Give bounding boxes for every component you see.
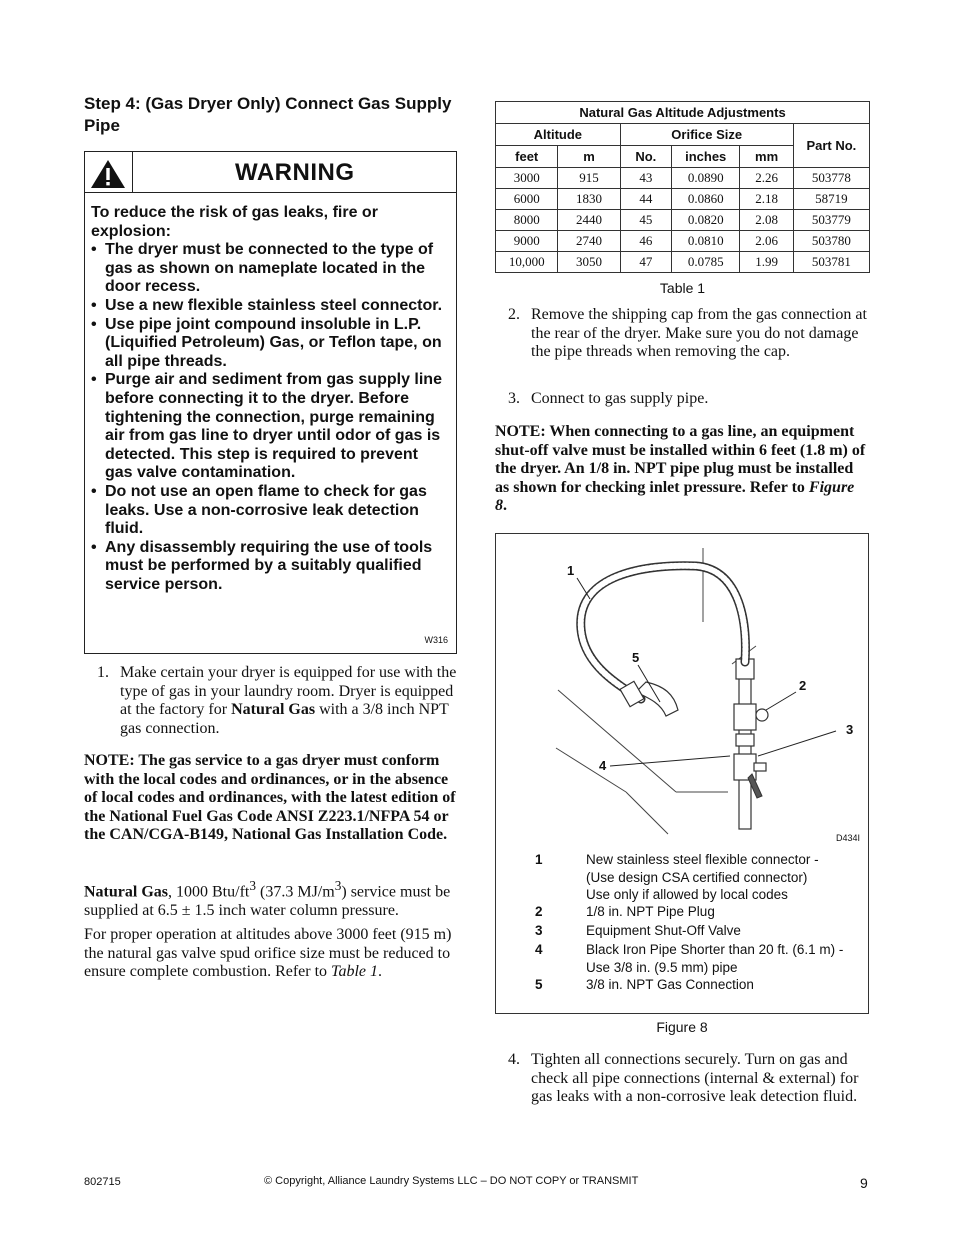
table-cell: 0.0810 [671, 231, 739, 252]
text-part: . [378, 963, 383, 981]
step-number: 1. [97, 664, 109, 681]
table-cell: 0.0785 [671, 252, 739, 273]
table-row [496, 210, 870, 231]
table-cell: 0.0890 [671, 168, 739, 189]
legend-number: 4 [535, 942, 543, 957]
table-cell: 503781 [793, 252, 869, 273]
legend-item [496, 922, 868, 940]
superscript: 3 [334, 878, 342, 893]
footer-copyright: © Copyright, Alliance Laundry Systems LLC – DO NOT COPY or TRANSMIT [264, 1175, 639, 1187]
table-cell: 1830 [558, 189, 620, 210]
table-cell: 47 [620, 252, 671, 273]
table-cell: 2.26 [740, 168, 793, 189]
figure-code: D434I [836, 833, 861, 843]
legend-line: New stainless steel flexible connector - [586, 852, 819, 867]
step-text: Remove the shipping cap from the gas connection at the rear of the dryer. Make sure you do not damage the pipe threads when removing the cap. [531, 306, 867, 361]
table-header: mm [740, 146, 793, 168]
figure-reference-link[interactable]: Figure 8 [495, 478, 855, 515]
table-cell: 0.0820 [671, 210, 739, 231]
table-group-orifice: Orifice Size [620, 124, 793, 146]
note-gas-service: NOTE: The gas service to a gas dryer must conform with the local codes and ordinances, or in the absence of local codes and ordinances, with the latest edition of the National Fuel Gas Code ANSI Z223.1/NFPA 54 or the CAN/CGA-B149, National Gas Installation Code. [84, 752, 456, 844]
warning-code: W316 [424, 635, 448, 645]
warning-item: • Purge air and sediment from gas supply line before connecting it to the dryer. Before tightening the connection, purge remaining air from gas line to dryer until odor of gas is detected. This step is required to prevent gas valve contamination. [91, 371, 449, 483]
table-title: Natural Gas Altitude Adjustments [496, 102, 870, 124]
text-part: . [503, 497, 507, 515]
warning-item: • Use a new flexible stainless steel connector. [91, 297, 449, 316]
table-cell: 2440 [558, 210, 620, 231]
table-cell: 8000 [496, 210, 558, 231]
step-number: 2. [508, 306, 520, 323]
legend-item [496, 976, 868, 994]
table-cell: 44 [620, 189, 671, 210]
warning-title: WARNING [235, 159, 355, 186]
altitude-paragraph [84, 926, 458, 982]
step-number: 3. [508, 390, 520, 407]
table-cell: 503780 [793, 231, 869, 252]
table-cell: 2740 [558, 231, 620, 252]
step-text [120, 664, 457, 738]
callout-5: 5 [632, 650, 640, 665]
table-cell: 6000 [496, 189, 558, 210]
legend-text [586, 851, 861, 904]
gas-connection-illustration [496, 534, 868, 849]
table-cell: 1.99 [740, 252, 793, 273]
warning-item: • Use pipe joint compound insoluble in L.P. (Liquified Petroleum) Gas, or Teflon tape, on all pipe threads. [91, 316, 449, 372]
legend-line: Use 3/8 in. (9.5 mm) pipe [586, 959, 738, 975]
table-cell: 2.18 [740, 189, 793, 210]
warning-item: • Any disassembly requiring the use of tools must be performed by a suitably qualified service person. [91, 539, 449, 595]
superscript: 3 [249, 878, 257, 893]
legend-item [496, 941, 868, 977]
callout-4: 4 [599, 758, 607, 773]
callout-2: 2 [799, 678, 807, 693]
table-header: inches [671, 146, 739, 168]
warning-intro: To reduce the risk of gas leaks, fire or explosion: [91, 204, 378, 240]
table-cell: 43 [620, 168, 671, 189]
table-cell: 915 [558, 168, 620, 189]
legend-text: 3/8 in. NPT Gas Connection [586, 977, 754, 992]
table-header: No. [620, 146, 671, 168]
table-header: feet [496, 146, 558, 168]
legend-item [496, 903, 868, 921]
table-group-altitude: Altitude [496, 124, 621, 146]
table-cell: 9000 [496, 231, 558, 252]
legend-number: 3 [535, 923, 543, 938]
step-text: Tighten all connections securely. Turn on gas and check all pipe connections (internal & external) for gas leaks with a non-corrosive leak detection fluid. [531, 1051, 859, 1106]
text-part: NOTE: When connecting to a gas line, an equipment shut-off valve must be installed within 6 feet (1.8 m) of the dryer. An 1/8 in. NPT pipe plug must be installed as shown for checking inlet pressure. Refer to [495, 423, 866, 496]
altitude-table [495, 101, 870, 273]
table-reference-link[interactable]: Table 1 [331, 963, 379, 981]
legend-text [586, 941, 861, 976]
natural-gas-label: Natural Gas [84, 883, 168, 901]
callout-1: 1 [567, 563, 575, 578]
figure-caption: Figure 8 [656, 1019, 708, 1035]
warning-icon-cell [85, 152, 133, 193]
page-number: 9 [860, 1175, 868, 1191]
natural-gas-paragraph [84, 877, 456, 921]
warning-body [91, 204, 449, 594]
table-cell: 503779 [793, 210, 869, 231]
table-cell: 2.06 [740, 231, 793, 252]
step-text-part: with a 3/8 inch NPT gas connection. [120, 701, 449, 737]
legend-line: Use only if allowed by local codes [586, 887, 788, 902]
text-part: ) service must be supplied at 6.5 ± 1.5 inch water column pressure. [84, 883, 451, 919]
step-text: Connect to gas supply pipe. [531, 390, 709, 407]
figure-box [495, 533, 869, 1014]
legend-line: Black Iron Pipe Shorter than 20 ft. (6.1 m) - [586, 942, 844, 957]
legend-text: 1/8 in. NPT Pipe Plug [586, 904, 715, 919]
legend-number: 5 [535, 977, 543, 992]
warning-item: • The dryer must be connected to the type of gas as shown on nameplate located in the door recess. [91, 241, 449, 297]
step-text-bold: Natural Gas [231, 701, 316, 719]
step-text-part: Make certain your dryer is equipped for use with the type of gas in your laundry room. Dryer is equipped at the factory for [120, 664, 457, 719]
table-cell: 2.08 [740, 210, 793, 231]
table-cell: 0.0860 [671, 189, 739, 210]
table-header: m [558, 146, 620, 168]
legend-item [496, 851, 868, 905]
section-heading: Step 4: (Gas Dryer Only) Connect Gas Supply Pipe [84, 94, 452, 135]
table-cell: 503778 [793, 168, 869, 189]
warning-list [91, 241, 449, 594]
text-part: (37.3 MJ/m [256, 883, 335, 901]
warning-triangle-icon [85, 152, 131, 192]
legend-text: Equipment Shut-Off Valve [586, 923, 741, 938]
table-cell: 58719 [793, 189, 869, 210]
text-part: For proper operation at altitudes above 3000 feet (915 m) the natural gas valve spud orifice size must be reduced to ensure complete combustion. Refer to [84, 926, 452, 981]
warning-title-cell [133, 152, 456, 193]
note-shutoff-valve [495, 423, 870, 516]
table-row [496, 231, 870, 252]
table-row [496, 168, 870, 189]
warning-box [84, 151, 457, 654]
table-caption: Table 1 [659, 280, 706, 296]
table-cell: 3050 [558, 252, 620, 273]
warning-item: • Do not use an open flame to check for gas leaks. Use a non-corrosive leak detection fluid. [91, 483, 449, 539]
legend-number: 1 [535, 852, 543, 867]
table-row [496, 189, 870, 210]
table-cell: 46 [620, 231, 671, 252]
table-cell: 10,000 [496, 252, 558, 273]
callout-3: 3 [846, 722, 854, 737]
footer-doc-number: 802715 [84, 1176, 121, 1188]
legend-number: 2 [535, 904, 543, 919]
legend-line: (Use design CSA certified connector) [586, 869, 808, 885]
text-part: , 1000 Btu/ft [168, 883, 250, 901]
step-number: 4. [508, 1051, 520, 1068]
table-cell: 45 [620, 210, 671, 231]
table-cell: 3000 [496, 168, 558, 189]
table-header-part-no: Part No. [793, 124, 869, 168]
table-row [496, 252, 870, 273]
